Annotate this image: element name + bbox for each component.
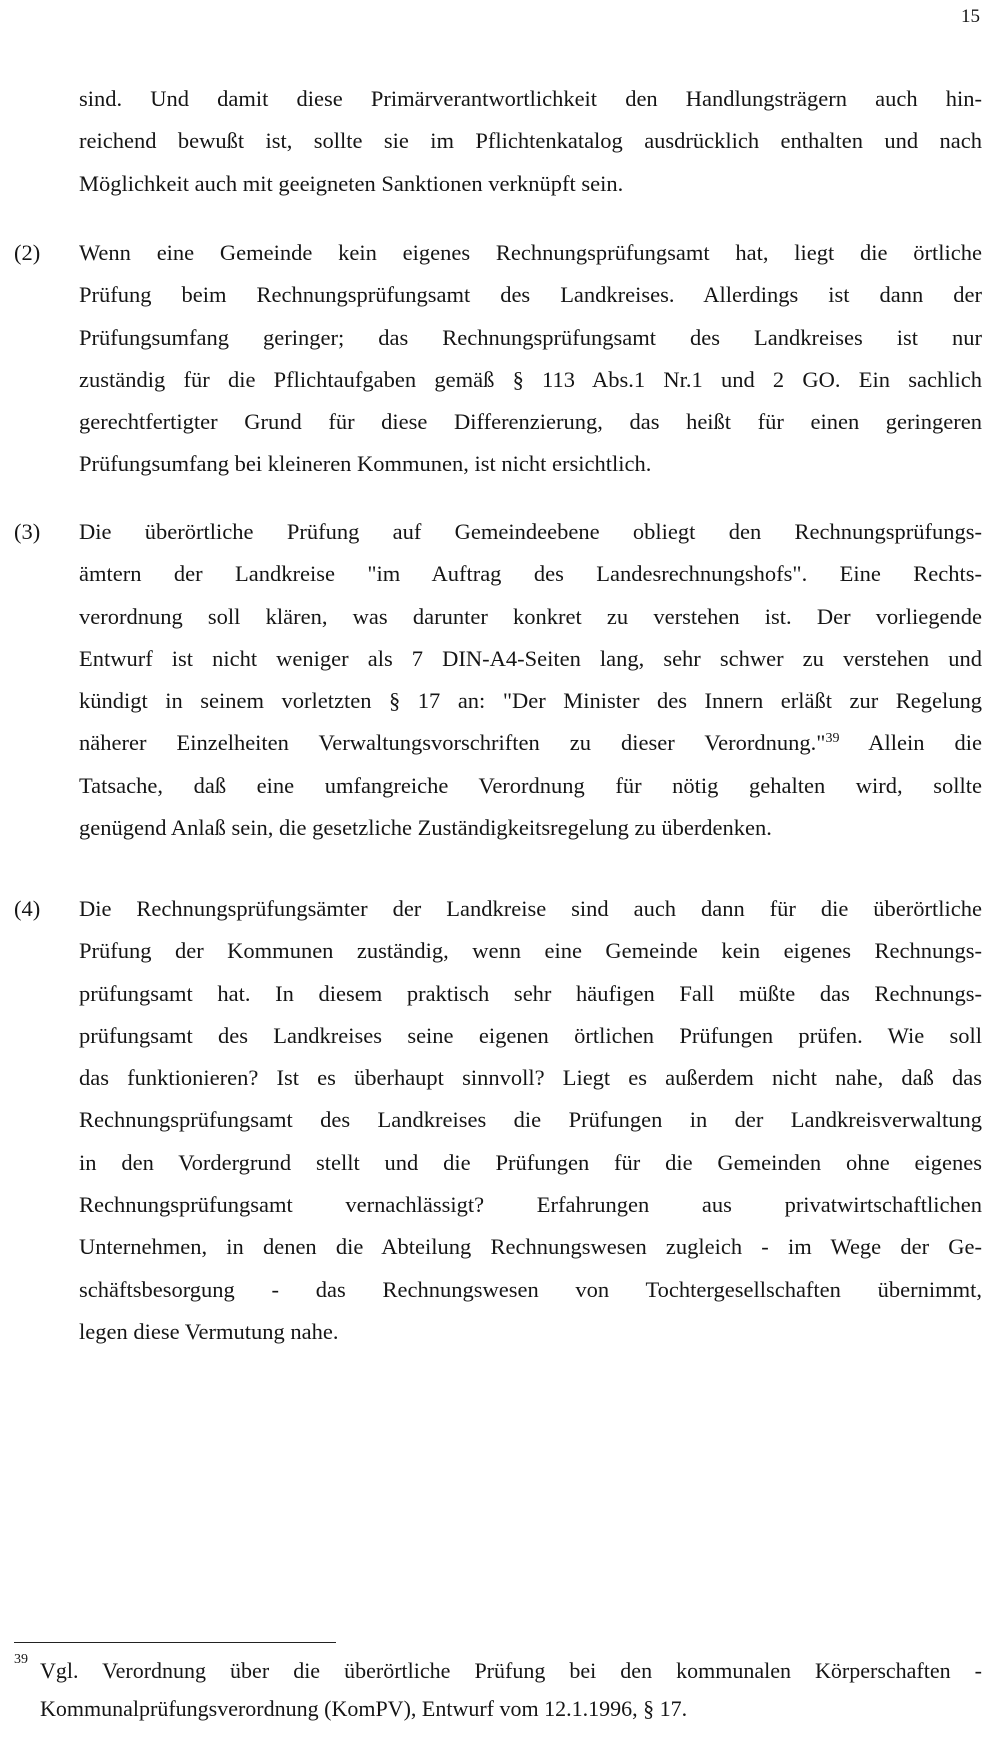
paragraph-number: (4) — [14, 896, 41, 921]
text-line: ämtern der Landkreise "im Auftrag des Landesrechnungshofs". Eine Rechts- — [79, 561, 982, 587]
text-segment: näherer Einzelheiten Verwaltungsvorschriften zu dieser Verordnung." — [79, 730, 826, 756]
text-line: Wenn eine Gemeinde kein eigenes Rechnungsprüfungsamt hat, liegt die örtliche — [79, 240, 982, 265]
text-line: genügend Anlaß sein, die gesetzliche Zuständigkeitsregelung zu überdenken. — [79, 815, 772, 841]
text-line: Tatsache, daß eine umfangreiche Verordnung für nötig gehalten wird, sollte — [79, 772, 982, 798]
page-number: 15 — [961, 6, 980, 27]
footnote-separator — [14, 1642, 336, 1643]
text-line: Rechnungsprüfungsamt vernachlässigt? Erfahrungen aus privatwirtschaftlichen — [79, 1192, 982, 1218]
footnote-reference[interactable]: 39 — [825, 731, 840, 747]
text-line: Prüfung der Kommunen zuständig, wenn eine Gemeinde kein eigenes Rechnungs- — [79, 938, 982, 964]
paragraph-number: (3) — [14, 519, 41, 544]
text-line: Möglichkeit auch mit geeigneten Sanktionen verknüpft sein. — [79, 170, 624, 196]
text-line: legen diese Vermutung nahe. — [79, 1318, 339, 1344]
paragraph-number: (2) — [14, 240, 41, 265]
text-line: schäftsbesorgung - das Rechnungswesen von Tochtergesellschaften übernimmt, — [79, 1276, 982, 1302]
text-line: Die Rechnungsprüfungsämter der Landkreise sind auch dann für die überörtliche — [79, 896, 982, 921]
text-line: gerechtfertigter Grund für diese Differenzierung, das heißt für einen geringeren — [79, 409, 982, 435]
text-segment: Allein die — [839, 730, 982, 756]
footnote-line: Kommunalprüfungsverordnung (KomPV), Entwurf vom 12.1.1996, § 17. — [40, 1696, 688, 1721]
text-line: prüfungsamt hat. In diesem praktisch sehr häufigen Fall müßte das Rechnungs- — [79, 980, 982, 1006]
text-line-with-footnote — [79, 722, 982, 764]
text-line: zuständig für die Pflichtaufgaben gemäß § 113 Abs.1 Nr.1 und 2 GO. Ein sachlich — [79, 366, 982, 392]
text-line: Prüfungsumfang bei kleineren Kommunen, ist nicht ersichtlich. — [79, 451, 652, 477]
text-line: prüfungsamt des Landkreises seine eigenen örtlichen Prüfungen prüfen. Wie soll — [79, 1022, 982, 1048]
text-line: Unternehmen, in denen die Abteilung Rechnungswesen zugleich - im Wege der Ge- — [79, 1234, 982, 1260]
text-line: Die überörtliche Prüfung auf Gemeindeebene obliegt den Rechnungsprüfungs- — [79, 519, 982, 544]
text-line: reichend bewußt ist, sollte sie im Pflichtenkatalog ausdrücklich enthalten und nach — [79, 128, 982, 154]
text-line: das funktionieren? Ist es überhaupt sinnvoll? Liegt es außerdem nicht nahe, daß das — [79, 1065, 982, 1091]
text-line: verordnung soll klären, was darunter konkret zu verstehen ist. Der vorliegende — [79, 603, 982, 629]
text-line: Rechnungsprüfungsamt des Landkreises die Prüfungen in der Landkreisverwaltung — [79, 1107, 982, 1133]
text-line: Prüfungsumfang geringer; das Rechnungsprüfungsamt des Landkreises ist nur — [79, 324, 982, 350]
footnote-line: Vgl. Verordnung über die überörtliche Prüfung bei den kommunalen Körperschaften - — [40, 1658, 982, 1683]
text-line: Entwurf ist nicht weniger als 7 DIN-A4-Seiten lang, sehr schwer zu verstehen und — [79, 645, 982, 671]
text-line: in den Vordergrund stellt und die Prüfungen für die Gemeinden ohne eigenes — [79, 1149, 982, 1175]
text-line: kündigt in seinem vorletzten § 17 an: "Der Minister des Innern erläßt zur Regelung — [79, 688, 982, 714]
footnote-mark: 39 — [14, 1652, 28, 1667]
text-line: Prüfung beim Rechnungsprüfungsamt des Landkreises. Allerdings ist dann der — [79, 282, 982, 308]
text-line: sind. Und damit diese Primärverantwortlichkeit den Handlungsträgern auch hin- — [79, 86, 982, 111]
